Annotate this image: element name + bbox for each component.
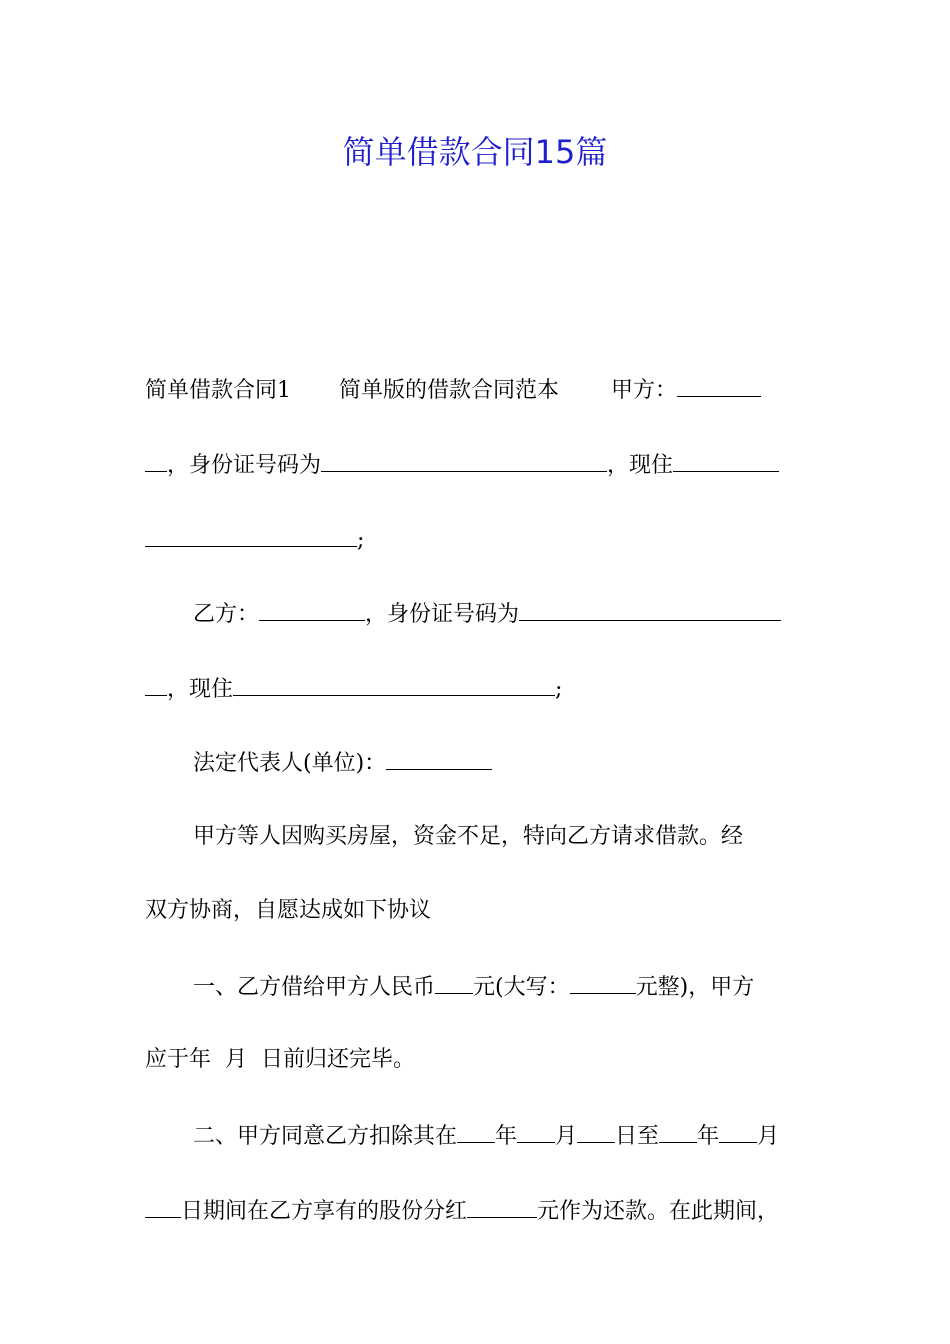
fill-blank <box>457 1120 495 1143</box>
fill-blank <box>145 449 167 472</box>
text-segment: 元作为还款。在此期间， <box>537 1199 780 1224</box>
text-segment: ，身份证号码为 <box>167 453 322 478</box>
contract-heading: 简单借款合同1 <box>145 378 291 403</box>
text-segment: 月 <box>757 1124 780 1149</box>
paragraph-line <box>145 643 562 705</box>
fill-blank <box>517 1120 555 1143</box>
paragraph-line <box>145 1015 415 1075</box>
paragraph-line <box>145 419 779 481</box>
text-segment: 双方协商，自愿达成如下协议 <box>145 898 432 923</box>
fill-blank <box>259 598 365 621</box>
text-segment: 年 <box>697 1124 720 1149</box>
paragraph-line <box>193 717 492 779</box>
text-segment: ，身份证号码为 <box>365 602 520 627</box>
text-segment: 年 <box>495 1124 518 1149</box>
paragraph-line <box>193 1090 779 1152</box>
paragraph-line <box>145 1165 779 1227</box>
text-segment: ，现住 <box>607 453 674 478</box>
paragraph-line <box>145 494 364 556</box>
fill-blank <box>435 971 473 994</box>
fill-blank <box>321 449 607 472</box>
contract-subheading: 简单版的借款合同范本 <box>339 378 560 403</box>
document-title: 简单借款合同15篇 <box>342 133 608 171</box>
text-segment: 二、甲方同意乙方扣除其在 <box>193 1124 458 1149</box>
paragraph-line <box>193 568 781 630</box>
text-segment: 应于年 月 日前归还完毕。 <box>145 1047 415 1072</box>
fill-blank <box>519 598 781 621</box>
fill-blank <box>577 1120 615 1143</box>
text-segment: 元(大写： <box>473 975 570 1000</box>
fill-blank <box>145 1195 181 1218</box>
fill-blank <box>673 449 779 472</box>
fill-blank <box>677 374 761 397</box>
text-segment: 月 <box>555 1124 578 1149</box>
legal-rep-label: 法定代表人(单位)： <box>193 751 387 776</box>
fill-blank <box>233 673 555 696</box>
text-segment: ; <box>555 677 563 702</box>
text-segment: ，现住 <box>167 677 234 702</box>
text-segment: 日期间在乙方享有的股份分红 <box>181 1199 468 1224</box>
fill-blank <box>570 971 636 994</box>
text-segment: 一、乙方借给甲方人民币 <box>193 975 436 1000</box>
paragraph-line <box>145 344 761 406</box>
fill-blank <box>467 1195 537 1218</box>
text-segment: 甲方等人因购买房屋，资金不足，特向乙方请求借款。经 <box>193 824 744 849</box>
fill-blank <box>386 747 492 770</box>
fill-blank <box>719 1120 757 1143</box>
text-segment: ; <box>357 528 365 553</box>
party-b-label: 乙方： <box>193 602 260 627</box>
fill-blank <box>659 1120 697 1143</box>
text-segment: 元整)，甲方 <box>635 975 755 1000</box>
text-segment: 日至 <box>615 1124 660 1149</box>
paragraph-line <box>193 792 743 852</box>
fill-blank <box>145 524 357 547</box>
fill-blank <box>145 673 167 696</box>
paragraph-line <box>145 866 431 926</box>
paragraph-line <box>193 941 754 1003</box>
party-a-label: 甲方： <box>611 378 678 403</box>
